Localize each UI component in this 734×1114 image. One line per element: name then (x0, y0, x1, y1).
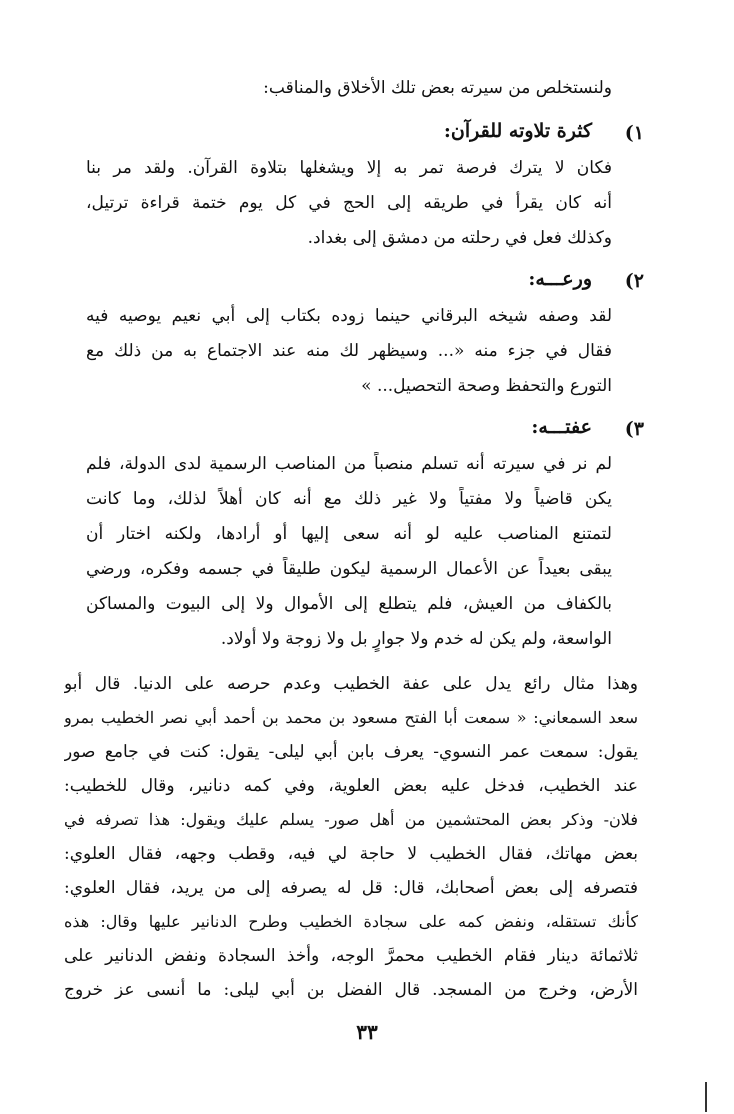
body-line: الأرض، وخرج من المسجد. قال الفضل بن أبي ليلى: ما أنسى عز خروج (64, 980, 638, 1000)
body-line: فتصرفه إلى بعض أصحابك، قال: قل له يصرفه إلى من يريد، فقال العلوي: (64, 878, 638, 898)
section-line: لم نر في سيرته أنه تسلم منصباً من المناصب الرسمية لدى الدولة، فلم (86, 454, 612, 474)
section-title: كثرة تلاوته للقرآن: (443, 120, 592, 142)
section-line: يبقى بعيداً عن الأعمال الرسمية ليكون طليقاً في جسمه وفكره، ورضي (86, 559, 612, 579)
section-line: أنه كان يقرأ في طريقه إلى الحج في كل يوم ختمة قراءة ترتيل، (86, 193, 612, 213)
section-line: لتمتنع المناصب عليه لو أنه سعى إليها أو أرادها، ولكنه اختار أن (86, 524, 612, 544)
body-line: فلان- وذكر بعض المحتشمين من أهل صور- يسلم عليك ويقول: هذا تصرفه في (64, 810, 638, 829)
section-number: ٣) (624, 418, 644, 440)
body-line: يقول: سمعت عمر النسوي- يعرف بابن أبي ليلى- يقول: كنت في جامع صور (64, 742, 638, 762)
section-line: يكن قاضياً ولا مفتياً ولا غير ذلك مع أنه كان أهلاً لذلك، وما كانت (86, 489, 612, 509)
body-line: بعض مهاتك، فقال الخطيب لا حاجة لي فيه، وقطب وجهه، فقال العلوي: (64, 844, 638, 864)
page-number: ٣٣ (356, 1020, 378, 1044)
body-line: وهذا مثال رائع يدل على عفة الخطيب وعدم حرصه على الدنيا. قال أبو (64, 674, 638, 694)
section-title: ورعـــه: (528, 268, 592, 290)
body-line: عند الخطيب، فدخل عليه بعض العلوية، وفي كمه دنانير، وقال للخطيب: (64, 776, 638, 796)
scan-mark (705, 1082, 707, 1112)
section-line: فكان لا يترك فرصة تمر به إلا ويشغلها بتلاوة القرآن. ولقد مر بنا (86, 158, 612, 178)
section-line: بالكفاف من العيش، فلم يتطلع إلى الأموال ولا إلى البيوت والمساكن (86, 594, 612, 614)
body-line: ثلاثمائة دينار فقام الخطيب محمرَّ الوجه، وأخذ السجادة ونفض الدنانير على (64, 946, 638, 966)
body-line: سعد السمعاني: « سمعت أبا الفتح مسعود بن محمد بن أحمد أبي نصر الخطيب بمرو (64, 708, 638, 727)
section-line: التورع والتحفظ وصحة التحصيل... » (361, 376, 612, 396)
section-line: وكذلك فعل في رحلته من دمشق إلى بغداد. (307, 228, 612, 248)
section-line: الواسعة، ولم يكن له خدم ولا جوارٍ بل ولا زوجة ولا أولاد. (220, 629, 612, 649)
section-line: فقال في جزء منه «... وسيظهر لك منه عند الاجتماع به من ذلك مع (86, 341, 612, 361)
intro-line: ولنستخلص من سيرته بعض تلك الأخلاق والمناقب: (263, 78, 612, 98)
section-line: لقد وصفه شيخه البرقاني حينما زوده بكتاب إلى أبي نعيم يوصيه فيه (86, 306, 612, 326)
section-number: ١) (624, 122, 644, 144)
section-number: ٢) (624, 270, 644, 292)
section-title: عفتـــه: (531, 416, 592, 438)
body-line: كأنك تستقله، ونفض كمه على سجادة الخطيب وطرح الدنانير عليها وقال: هذه (64, 912, 638, 931)
